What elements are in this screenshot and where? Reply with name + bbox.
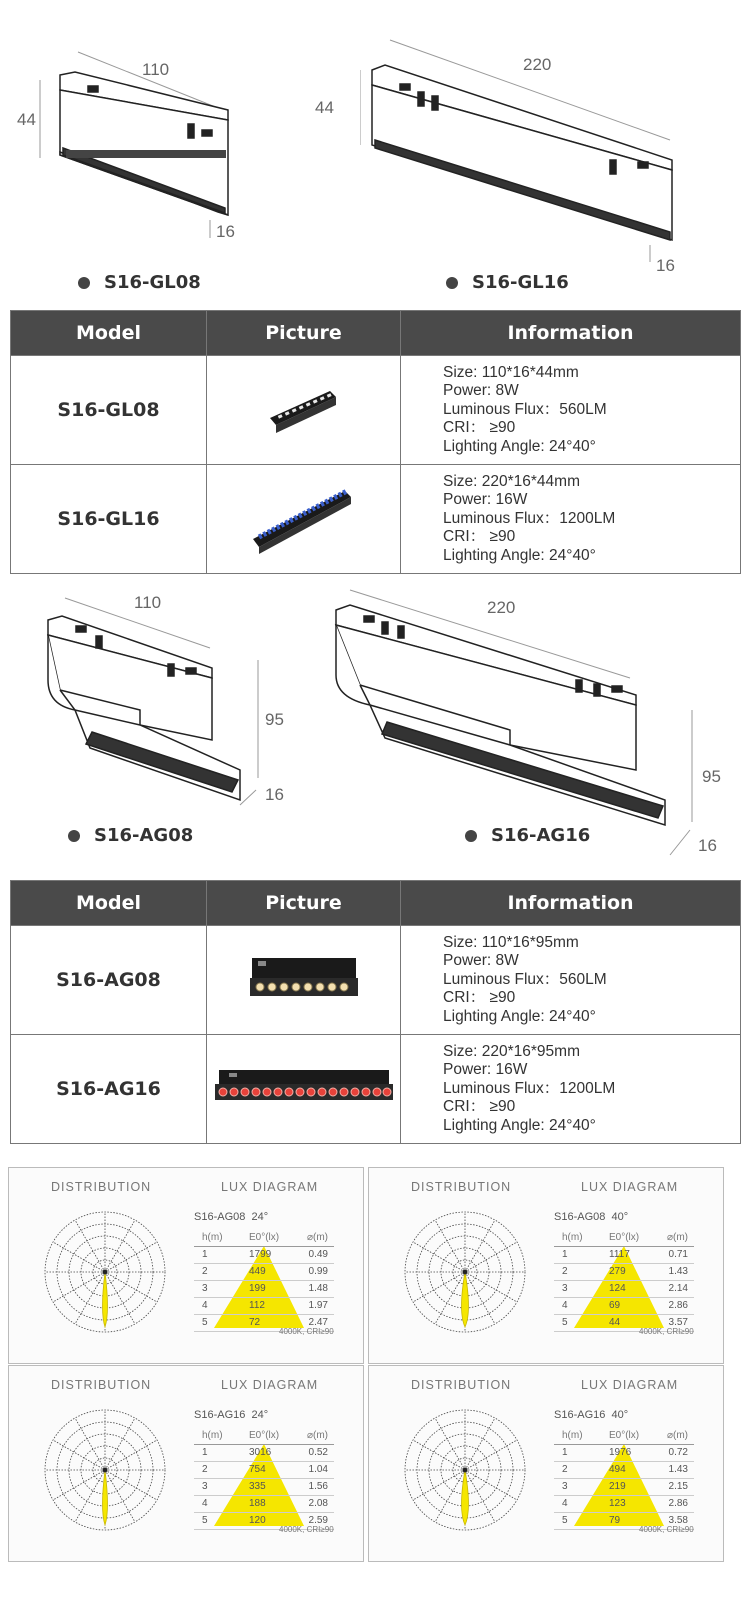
info-line: CRI： ≥90: [443, 419, 516, 437]
product-photo-gl16: [249, 477, 359, 557]
info-line: Power: 16W: [443, 1061, 528, 1079]
illuminance-value: 124: [609, 1283, 626, 1294]
diameter-value: 2.59: [308, 1515, 328, 1526]
polar-spoke: [435, 1470, 465, 1522]
polar-spoke: [465, 1272, 517, 1302]
bullet-icon: [78, 277, 90, 289]
test-condition: 4000K, CRI≥90: [639, 1525, 694, 1534]
diagram-panel: [368, 1167, 724, 1364]
illuminance-value: 44: [609, 1317, 621, 1328]
polar-spoke: [465, 1470, 495, 1522]
illuminance-value: 72: [249, 1317, 261, 1328]
s16-gl16-line-drawing: [360, 0, 750, 270]
test-condition: 4000K, CRI≥90: [279, 1327, 334, 1336]
lux-table-row: [194, 1462, 334, 1479]
beam-lobe: [462, 1272, 469, 1327]
diagram-subtitle: [194, 1409, 268, 1421]
info-line: Luminous Flux：560LM: [443, 970, 607, 988]
info-line: CRI： ≥90: [443, 989, 516, 1007]
polar-spoke: [53, 1242, 105, 1272]
gl16-depth-dim: 16: [656, 256, 675, 275]
picture-cell: [207, 465, 401, 574]
bullet-icon: [446, 277, 458, 289]
label-s16-ag08: [68, 825, 193, 846]
col-height: h(m): [202, 1232, 223, 1243]
diameter-value: 2.86: [668, 1300, 688, 1311]
distribution-title: DISTRIBUTION: [51, 1180, 152, 1194]
height-value: 1: [202, 1447, 208, 1458]
table-row: [11, 926, 741, 1035]
label-s16-gl08-text: S16-GL08: [104, 272, 201, 293]
diameter-value: 3.58: [668, 1515, 688, 1526]
height-value: 2: [202, 1464, 208, 1475]
height-value: 5: [202, 1317, 208, 1328]
gl16-width-dim: 220: [523, 55, 552, 74]
drawing-s16-gl16: [315, 0, 750, 300]
lux-table-row: [554, 1298, 694, 1315]
diameter-value: 0.72: [668, 1447, 688, 1458]
illuminance-value: 754: [249, 1464, 266, 1475]
diameter-value: 0.99: [308, 1266, 328, 1277]
test-condition: 4000K, CRI≥90: [279, 1525, 334, 1534]
diameter-value: 0.49: [308, 1249, 328, 1260]
diameter-value: 1.48: [308, 1283, 328, 1294]
polar-spoke: [435, 1418, 465, 1470]
height-value: 3: [562, 1481, 568, 1492]
distribution-title: DISTRIBUTION: [411, 1378, 512, 1392]
diagram-panel: [368, 1365, 724, 1562]
col-diameter: ⌀(m): [666, 1232, 688, 1243]
diagram-model: S16-AG08: [554, 1211, 606, 1223]
picture-cell: [207, 926, 401, 1035]
header-model: Model: [11, 311, 207, 356]
polar-spoke: [75, 1418, 105, 1470]
height-value: 2: [202, 1266, 208, 1277]
beam-lobe: [103, 1470, 108, 1525]
diameter-value: 1.97: [308, 1300, 328, 1311]
illuminance-value: 1117: [609, 1249, 630, 1260]
lux-table: [194, 1230, 334, 1332]
header-picture: Picture: [207, 881, 401, 926]
diagram-angle: 40°: [611, 1211, 629, 1223]
diagram-panel: [8, 1365, 364, 1562]
info-line: Luminous Flux：1200LM: [443, 509, 616, 527]
table-row: [11, 356, 741, 465]
illuminance-value: 1976: [609, 1447, 632, 1458]
info-line: Luminous Flux：1200LM: [443, 1079, 616, 1097]
polar-distribution-chart: [25, 1400, 185, 1550]
info-line: Luminous Flux：560LM: [443, 400, 607, 418]
polar-spoke: [435, 1272, 465, 1324]
lux-table-row: [194, 1445, 334, 1462]
info-line: Lighting Angle: 24°40°: [443, 546, 596, 564]
lux-table-row: [554, 1479, 694, 1496]
polar-spoke: [413, 1440, 465, 1470]
info-line: Size: 220*16*44mm: [443, 472, 580, 490]
lux-table-row: [554, 1496, 694, 1513]
test-condition: 4000K, CRI≥90: [639, 1327, 694, 1336]
diameter-value: 2.47: [308, 1317, 328, 1328]
lux-table-row: [554, 1264, 694, 1281]
lux-table-row: [554, 1281, 694, 1298]
diameter-value: 0.71: [668, 1249, 688, 1260]
illuminance-value: 199: [249, 1283, 266, 1294]
label-s16-ag16: [465, 825, 590, 846]
lux-table-row: [554, 1462, 694, 1479]
spec-table-gl: [10, 310, 741, 574]
gl08-depth-dim: 16: [216, 222, 235, 241]
diagram-panel: [8, 1167, 364, 1364]
ag16-depth-dim: 16: [698, 836, 717, 855]
diameter-value: 2.86: [668, 1498, 688, 1509]
height-value: 3: [202, 1481, 208, 1492]
diagram-model: S16-AG08: [194, 1211, 246, 1223]
lux-diagram-title: LUX DIAGRAM: [581, 1180, 679, 1194]
polar-spoke: [413, 1272, 465, 1302]
lux-table-row: [194, 1496, 334, 1513]
polar-spoke: [465, 1418, 495, 1470]
height-value: 1: [562, 1447, 568, 1458]
model-cell: S16-GL08: [11, 356, 207, 465]
info-line: CRI： ≥90: [443, 1098, 516, 1116]
polar-spoke: [75, 1220, 105, 1272]
polar-spoke: [465, 1220, 495, 1272]
height-value: 5: [202, 1515, 208, 1526]
gl16-height-dim: 44: [315, 98, 334, 117]
lux-diagram-title: LUX DIAGRAM: [581, 1378, 679, 1392]
col-diameter: ⌀(m): [306, 1232, 328, 1243]
lux-table-row: [194, 1264, 334, 1281]
table-row: [11, 465, 741, 574]
s16-ag08-line-drawing: [0, 580, 340, 830]
ag16-height-dim: 95: [702, 767, 721, 786]
height-value: 2: [562, 1464, 568, 1475]
illuminance-value: 120: [249, 1515, 266, 1526]
lux-table-row: [194, 1298, 334, 1315]
info-cell: [401, 1035, 741, 1144]
height-value: 4: [202, 1300, 208, 1311]
polar-spoke: [53, 1440, 105, 1470]
illuminance-value: 188: [249, 1498, 266, 1509]
header-information: Information: [401, 311, 741, 356]
label-s16-ag08-text: S16-AG08: [94, 825, 194, 846]
height-value: 4: [562, 1498, 568, 1509]
info-line: Size: 220*16*95mm: [443, 1042, 580, 1060]
header-information: Information: [401, 881, 741, 926]
gl08-height-dim: 44: [17, 110, 36, 129]
lux-diagram-title: LUX DIAGRAM: [221, 1180, 319, 1194]
diameter-value: 1.43: [668, 1266, 688, 1277]
lux-table-row: [194, 1479, 334, 1496]
col-illuminance: E0°(lx): [249, 1430, 280, 1441]
info-line: Power: 8W: [443, 952, 519, 970]
col-illuminance: E0°(lx): [609, 1430, 640, 1441]
polar-center: [463, 1270, 468, 1275]
diameter-value: 2.15: [668, 1481, 688, 1492]
drawing-s16-ag16: [330, 580, 750, 870]
lux-table-row: [194, 1247, 334, 1264]
illuminance-value: 112: [249, 1300, 265, 1311]
lux-table-header: [554, 1230, 694, 1247]
lux-table-header: [194, 1230, 334, 1247]
col-diameter: ⌀(m): [666, 1430, 688, 1441]
label-s16-ag16-text: S16-AG16: [491, 825, 591, 846]
diameter-value: 2.08: [308, 1498, 328, 1509]
polar-spoke: [465, 1242, 517, 1272]
beam-lobe: [103, 1272, 108, 1327]
polar-spoke: [75, 1470, 105, 1522]
info-line: Lighting Angle: 24°40°: [443, 1007, 596, 1025]
height-value: 3: [562, 1283, 568, 1294]
diagram-angle: 40°: [611, 1409, 629, 1421]
polar-spoke: [53, 1470, 105, 1500]
diagram-model: S16-AG16: [554, 1409, 606, 1421]
illuminance-value: 494: [609, 1464, 626, 1475]
lux-table: [194, 1428, 334, 1530]
ag08-depth-dim: 16: [265, 785, 284, 804]
polar-spoke: [413, 1242, 465, 1272]
diameter-value: 1.56: [308, 1481, 328, 1492]
info-line: Size: 110*16*44mm: [443, 363, 579, 381]
gl08-width-dim: 110: [142, 60, 170, 79]
polar-center: [103, 1270, 108, 1275]
polar-spoke: [465, 1272, 495, 1324]
diameter-value: 2.14: [668, 1283, 688, 1294]
beam-lobe: [462, 1470, 469, 1525]
bullet-icon: [68, 830, 80, 842]
ag08-height-dim: 95: [265, 710, 284, 729]
diagram-subtitle: [194, 1211, 268, 1223]
model-cell: S16-AG08: [11, 926, 207, 1035]
product-photo-ag08: [244, 948, 364, 1008]
col-illuminance: E0°(lx): [609, 1232, 640, 1243]
polar-spoke: [105, 1220, 135, 1272]
polar-spoke: [465, 1470, 517, 1500]
diameter-value: 1.04: [308, 1464, 328, 1475]
polar-spoke: [105, 1470, 135, 1522]
info-line: Power: 8W: [443, 382, 519, 400]
spec-table-ag: [10, 880, 741, 1144]
lux-table-row: [194, 1281, 334, 1298]
polar-center: [103, 1468, 108, 1473]
model-cell: S16-AG16: [11, 1035, 207, 1144]
label-s16-gl08: [78, 272, 201, 293]
polar-spoke: [105, 1418, 135, 1470]
polar-spoke: [105, 1440, 157, 1470]
picture-cell: [207, 356, 401, 465]
header-picture: Picture: [207, 311, 401, 356]
col-height: h(m): [562, 1232, 583, 1243]
illuminance-value: 335: [249, 1481, 266, 1492]
illuminance-value: 279: [609, 1266, 626, 1277]
diagram-model: S16-AG16: [194, 1409, 246, 1421]
label-s16-gl16: [446, 272, 569, 293]
bullet-icon: [465, 830, 477, 842]
diagram-subtitle: [554, 1409, 628, 1421]
polar-spoke: [105, 1242, 157, 1272]
illuminance-value: 123: [609, 1498, 626, 1509]
polar-spoke: [435, 1220, 465, 1272]
polar-distribution-chart: [25, 1202, 185, 1352]
col-diameter: ⌀(m): [306, 1430, 328, 1441]
height-value: 5: [562, 1317, 568, 1328]
info-line: Size: 110*16*95mm: [443, 933, 579, 951]
info-line: CRI： ≥90: [443, 528, 516, 546]
info-line: Power: 16W: [443, 491, 528, 509]
ag08-width-dim: 110: [134, 593, 162, 612]
lux-table-row: [554, 1445, 694, 1462]
s16-gl08-line-drawing: [0, 0, 360, 260]
height-value: 1: [562, 1249, 568, 1260]
ag16-width-dim: 220: [487, 598, 516, 617]
lux-table: [554, 1428, 694, 1530]
info-line: Lighting Angle: 24°40°: [443, 437, 596, 455]
diagram-angle: 24°: [251, 1211, 269, 1223]
illuminance-value: 1799: [249, 1249, 272, 1260]
polar-distribution-chart: [385, 1202, 545, 1352]
height-value: 4: [562, 1300, 568, 1311]
diagram-subtitle: [554, 1211, 628, 1223]
col-height: h(m): [562, 1430, 583, 1441]
table-row: [11, 1035, 741, 1144]
drawing-s16-ag08: [0, 580, 340, 870]
model-cell: S16-GL16: [11, 465, 207, 574]
distribution-title: DISTRIBUTION: [51, 1378, 152, 1392]
polar-spoke: [105, 1272, 135, 1324]
lux-table-row: [554, 1247, 694, 1264]
lux-table-header: [554, 1428, 694, 1445]
height-value: 1: [202, 1249, 208, 1260]
header-model: Model: [11, 881, 207, 926]
illuminance-value: 449: [249, 1266, 266, 1277]
polar-spoke: [53, 1272, 105, 1302]
height-value: 5: [562, 1515, 568, 1526]
label-s16-gl16-text: S16-GL16: [472, 272, 569, 293]
illuminance-value: 69: [609, 1300, 621, 1311]
diagram-angle: 24°: [251, 1409, 269, 1421]
drawing-s16-gl08: [0, 0, 360, 300]
info-cell: [401, 926, 741, 1035]
lux-diagram-title: LUX DIAGRAM: [221, 1378, 319, 1392]
height-value: 2: [562, 1266, 568, 1277]
info-cell: [401, 465, 741, 574]
polar-spoke: [105, 1470, 157, 1500]
diameter-value: 3.57: [668, 1317, 688, 1328]
height-value: 3: [202, 1283, 208, 1294]
lux-table-header: [194, 1428, 334, 1445]
info-line: Lighting Angle: 24°40°: [443, 1116, 596, 1134]
product-photo-ag16: [211, 1062, 397, 1112]
col-height: h(m): [202, 1430, 223, 1441]
polar-distribution-chart: [385, 1400, 545, 1550]
info-cell: [401, 356, 741, 465]
product-photo-gl08: [264, 373, 344, 443]
illuminance-value: 3016: [249, 1447, 272, 1458]
height-value: 4: [202, 1498, 208, 1509]
polar-spoke: [75, 1272, 105, 1324]
illuminance-value: 79: [609, 1515, 621, 1526]
col-illuminance: E0°(lx): [249, 1232, 280, 1243]
polar-spoke: [105, 1272, 157, 1302]
polar-spoke: [413, 1470, 465, 1500]
picture-cell: [207, 1035, 401, 1144]
polar-center: [463, 1468, 468, 1473]
distribution-title: DISTRIBUTION: [411, 1180, 512, 1194]
diameter-value: 1.43: [668, 1464, 688, 1475]
lux-table: [554, 1230, 694, 1332]
diameter-value: 0.52: [308, 1447, 328, 1458]
illuminance-value: 219: [609, 1481, 626, 1492]
polar-spoke: [465, 1440, 517, 1470]
